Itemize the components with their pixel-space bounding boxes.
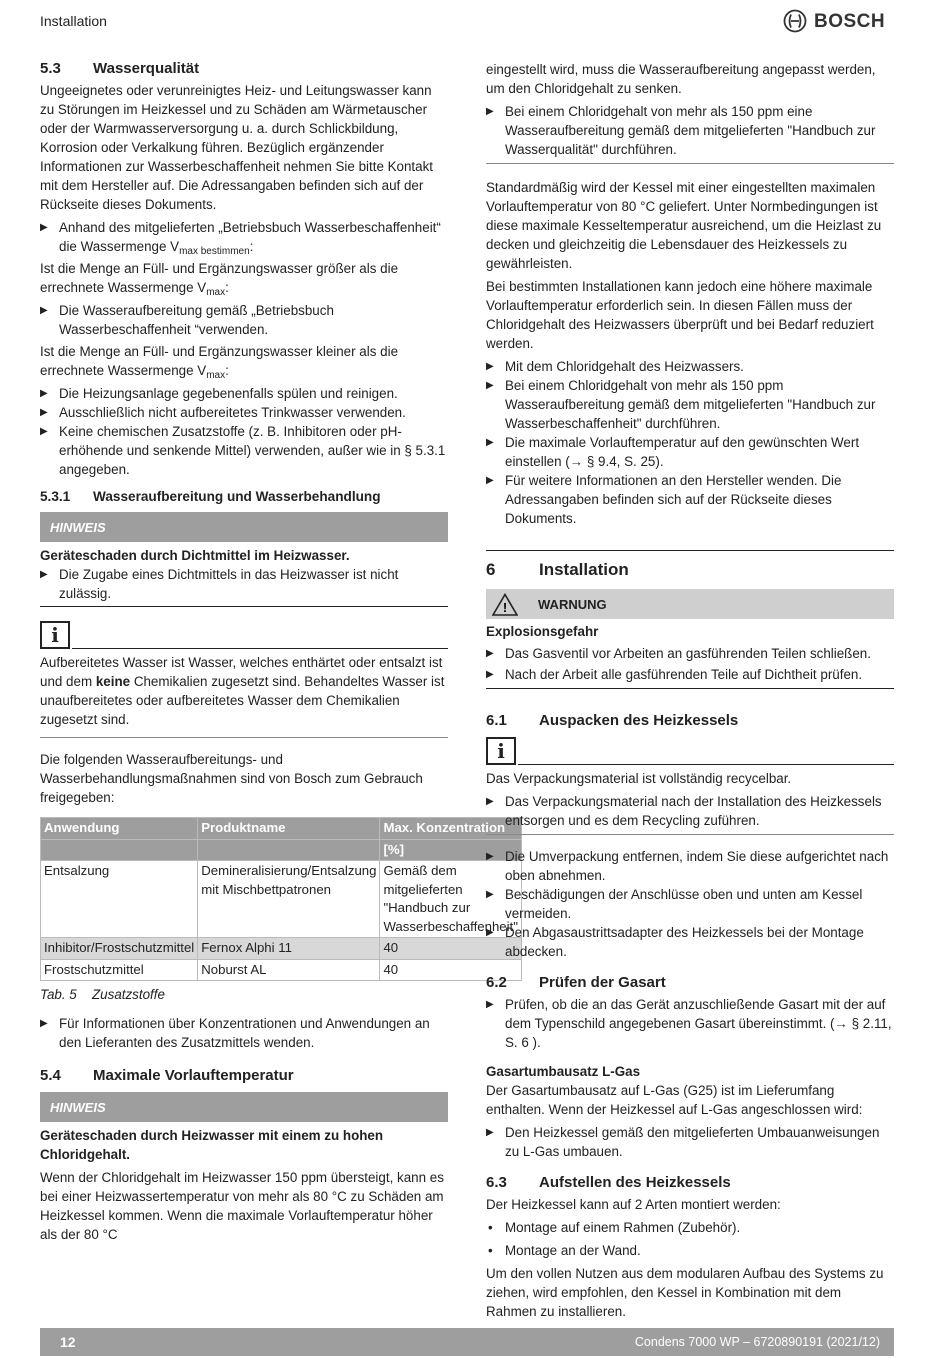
info-icon: i	[40, 621, 70, 649]
notice-continued: eingestellt wird, muss die Wasseraufbereitung angepasst werden, um den Chloridgehalt zu senken.	[486, 62, 876, 96]
info-text: Das Verpackungsmaterial ist vollständig recycelbar.	[486, 771, 792, 786]
info-box-header	[40, 621, 448, 649]
additives-table	[40, 817, 522, 981]
warning-triangle-icon	[486, 593, 538, 616]
list-item: ▶ Ausschließlich nicht aufbereitetes Trinkwasser verwenden.	[40, 403, 448, 422]
list-item: ▶ Anhand des mitgelieferten „Betriebsbuch Wasserbeschaffenheit“ die Wassermenge $V_{max bestimmen}$:	[40, 218, 448, 256]
bullet-list	[486, 357, 894, 528]
notice-bullet-list	[40, 565, 448, 607]
bullet-list	[486, 1123, 894, 1161]
section-5-4-heading: 5.4 Maximale Vorlauftemperatur	[40, 1067, 294, 1084]
bullet-list	[486, 847, 894, 961]
divider	[72, 648, 448, 649]
bullet-list	[40, 1014, 448, 1052]
section-5-3-intro: Ungeeignetes oder verunreinigtes Heiz- und Leitungswasser kann zu Störungen im Heizkessel und zu Schäden am Wärmetauscher oder der Warmwasserversorgung u. a. durch Schlickbildung, Korrosion oder Verkalkung führen. Bezüglich ergänzender Informationen zur Wasserbeschaffenheit nehmen Sie bitte Kontakt mit dem Hersteller auf. Die Adressangaben befinden sich auf der Rückseite dieses Dokuments.	[40, 83, 434, 212]
paragraph: Der Gasartumbausatz auf L-Gas (G25) ist im Lieferumfang enthalten. Wenn der Heizkessel auf L-Gas angeschlossen wird:	[486, 1083, 863, 1117]
brand-name: BOSCH	[814, 10, 886, 32]
paragraph: Standardmäßig wird der Kessel mit einer eingestellten maximalen Vorlauftemperatur von 80 °C geliefert. Unter Normbedingungen ist diese maximale Kesseltemperatur ausreichend, um die Heizlast zu decken und gleichzeitig die Lebensdauer des Heizkessels zu gewährleisten.	[486, 180, 882, 271]
paragraph: Der Heizkessel kann auf 2 Arten montiert werden:	[486, 1197, 781, 1212]
column-unit: [%]	[380, 839, 521, 861]
bullet-list	[40, 301, 448, 339]
section-6-heading: 6 Installation	[486, 560, 629, 579]
paragraph-smaller: Ist die Menge an Füll- und Ergänzungswasser kleiner als die errechnete Wassermenge $V_{max}$:	[40, 344, 399, 381]
paragraph: Um den vollen Nutzen aus dem modularen Aufbau des Systems zu ziehen, wird empfohlen, den Kessel in Kombination mit dem Rahmen zu installieren.	[486, 1266, 884, 1319]
subheading-gas-kit: Gasartumbausatz L-Gas	[486, 1064, 641, 1079]
right-column	[486, 60, 894, 1325]
list-item: ▶ Beschädigungen der Anschlüsse oben und unten am Kessel vermeiden.	[486, 885, 894, 923]
divider	[486, 550, 894, 551]
header-section-label: Installation	[40, 13, 107, 29]
bullet-list	[40, 384, 448, 479]
warning-title: Explosionsgefahr	[486, 624, 599, 639]
list-item: • Montage an der Wand.	[486, 1241, 894, 1260]
list-item: ▶ Die Heizungsanlage gegebenenfalls spülen und reinigen.	[40, 384, 448, 403]
warning-banner: ! WARNUNG	[486, 589, 894, 619]
bullet-list	[486, 995, 894, 1052]
svg-text:!: !	[502, 599, 508, 615]
section-6-3-heading: 6.3 Aufstellen des Heizkessels	[486, 1174, 731, 1191]
list-item: ▶ Den Abgasaustrittsadapter des Heizkessels bei der Montage abdecken.	[486, 923, 894, 961]
section-5-3-heading: 5.3 Wasserqualität	[40, 60, 200, 77]
paragraph: Bei bestimmten Installationen kann jedoch eine höhere maximale Vorlauftemperatur erforderlich sein. In diesen Fällen muss der Chloridgehalt des Heizwassers überprüft und bei Bedarf reduziert werden.	[486, 279, 874, 351]
paragraph-greater: Ist die Menge an Füll- und Ergänzungswasser größer als die errechnete Wassermenge $V_{max}$:	[40, 261, 399, 298]
list-item: ▶ Das Verpackungsmaterial nach der Installation des Heizkessels entsorgen und es dem Recycling zuführen.	[486, 792, 894, 830]
notice-bullet-list	[486, 102, 894, 164]
list-item: ▶ Prüfen, ob die an das Gerät anzuschließende Gasart mit der auf dem Typenschild angegebenen Gasart übereinstimmt. (→ § 2.11, S. 6 ).	[486, 995, 894, 1052]
page-footer	[40, 1328, 894, 1356]
table-row: Frostschutzmittel Noburst AL 40	[41, 959, 522, 981]
column-header: Max. Konzentration	[380, 818, 521, 840]
table-row: Entsalzung Demineralisierung/Entsalzung mit Mischbettpatronen Gemäß dem mitgelieferten "Handbuch zur Wasserbeschaffenheit"	[41, 861, 522, 938]
list-item: ▶ Mit dem Chloridgehalt des Heizwassers.	[486, 357, 894, 376]
info-icon: i	[486, 737, 516, 765]
table-caption: Tab. 5 Zusatzstoffe	[40, 987, 165, 1002]
list-item: ▶ Bei einem Chloridgehalt von mehr als 150 ppm Wasseraufbereitung gemäß dem mitgelieferten "Handbuch zur Wasserbeschaffenheit" durchführen.	[486, 376, 894, 433]
column-header: Produktname	[198, 818, 380, 840]
column-header: Anwendung	[41, 818, 198, 840]
info-bullet-list	[486, 792, 894, 835]
document-id: Condens 7000 WP – 6720890191 (2021/12)	[634, 1334, 880, 1349]
info-text: Aufbereitetes Wasser ist Wasser, welches enthärtet oder entsalzt ist und dem keine Chemikalien zugesetzt sind. Behandeltes Wasser ist unaufbereitetes oder aufbereitetes Wasser dem Chemikalien zugesetzt sind.	[40, 653, 448, 738]
left-column	[40, 59, 518, 1248]
table-intro: Die folgenden Wasseraufbereitungs- und Wasserbehandlungsmaßnahmen sind von Bosch zum Gebrauch freigegeben:	[40, 752, 423, 805]
list-item: ▶ Die Zugabe eines Dichtmittels in das Heizwasser ist nicht zulässig.	[40, 565, 448, 603]
list-item: ▶ Den Heizkessel gemäß den mitgelieferten Umbauanweisungen zu L-Gas umbauen.	[486, 1123, 894, 1161]
section-6-1-heading: 6.1 Auspacken des Heizkessels	[486, 712, 739, 729]
bosch-logo	[783, 9, 885, 33]
list-item: ▶ Das Gasventil vor Arbeiten an gasführenden Teilen schließen.	[486, 644, 894, 663]
list-item: ▶ Keine chemischen Zusatzstoffe (z. B. Inhibitoren oder pH-erhöhende und senkende Mittel) verwenden, außer wie in § 5.3.1 angegeben.	[40, 422, 448, 479]
list-item: ▶ Für weitere Informationen an den Hersteller wenden. Die Adressangaben befinden sich auf der Rückseite dieses Dokuments.	[486, 471, 894, 528]
list-item: ▶ Bei einem Chloridgehalt von mehr als 150 ppm eine Wasseraufbereitung gemäß dem mitgelieferten "Handbuch zur Wasserqualität" durchführen.	[486, 102, 894, 159]
table-row: Inhibitor/Frostschutzmittel Fernox Alphi 11 40	[41, 938, 522, 960]
bosch-armature-icon	[783, 9, 807, 33]
dot-list	[486, 1218, 894, 1260]
list-item: ▶ Für Informationen über Konzentrationen und Anwendungen an den Lieferanten des Zusatzmittels wenden.	[40, 1014, 448, 1052]
list-item: ▶ Die Umverpackung entfernen, indem Sie diese aufgerichtet nach oben abnehmen.	[486, 847, 894, 885]
notice-title: Geräteschaden durch Dichtmittel im Heizwasser.	[40, 548, 350, 563]
list-item: ▶ Die maximale Vorlauftemperatur auf den gewünschten Wert einstellen (→ § 9.4, S. 25).	[486, 433, 894, 471]
section-5-3-1-heading: 5.3.1 Wasseraufbereitung und Wasserbehandlung	[40, 489, 381, 504]
notice-title: Geräteschaden durch Heizwasser mit einem zu hohen Chloridgehalt.	[40, 1128, 384, 1162]
warning-bullet-list	[486, 644, 894, 689]
notice-text: Wenn der Chloridgehalt im Heizwasser 150 ppm übersteigt, kann es bei einer Heizwassertemperatur von mehr als 80 °C zu Schäden am Heizkessel kommen. Wenn die maximale Vorlauftemperatur höher als der 80 °C	[40, 1170, 444, 1242]
info-box-header	[486, 737, 894, 765]
divider	[518, 764, 894, 765]
list-item: ▶ Die Wasseraufbereitung gemäß „Betriebsbuch Wasserbeschaffenheit “verwenden.	[40, 301, 448, 339]
notice-banner: HINWEIS	[40, 512, 448, 542]
notice-banner: HINWEIS	[40, 1092, 448, 1122]
page-number: 12	[60, 1333, 76, 1350]
list-item: • Montage auf einem Rahmen (Zubehör).	[486, 1218, 894, 1237]
section-6-2-heading: 6.2 Prüfen der Gasart	[486, 974, 666, 991]
bullet-list	[40, 218, 448, 256]
list-item: ▶ Nach der Arbeit alle gasführenden Teile auf Dichtheit prüfen.	[486, 665, 894, 684]
